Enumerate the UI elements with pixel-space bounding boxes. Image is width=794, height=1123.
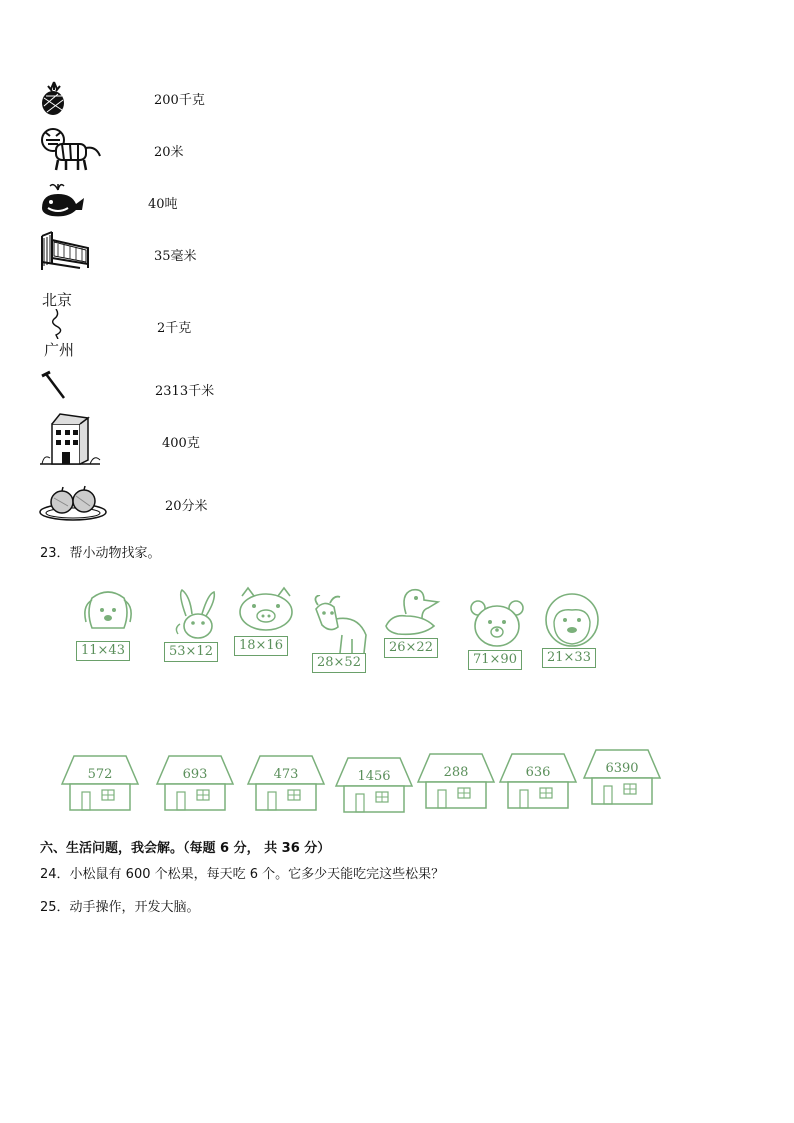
house-4[interactable] [334, 756, 414, 816]
animal-expr: 71×90 [468, 650, 522, 670]
house-number: 6390 [605, 761, 639, 776]
building-icon [38, 410, 102, 466]
house-number: 1456 [357, 769, 391, 784]
unit-label-8: 20分米 [165, 499, 208, 514]
whale-icon [38, 180, 86, 220]
house-1[interactable] [60, 754, 140, 814]
house-icon [416, 752, 496, 812]
house-icon [60, 754, 140, 814]
house-number: 572 [87, 767, 113, 782]
animal-goat[interactable] [308, 595, 378, 680]
house-7[interactable] [582, 748, 662, 808]
goat-icon [308, 595, 378, 657]
animal-expr: 18×16 [234, 636, 288, 656]
unit-label-4: 35毫米 [154, 249, 197, 264]
house-number: 693 [182, 767, 208, 782]
house-3[interactable] [246, 754, 326, 814]
section-6-title: 六、生活问题，我会解。（每题 6 分， 共 36 分） [40, 841, 331, 856]
house-icon [498, 752, 578, 812]
animal-expr: 11×43 [76, 641, 130, 661]
bear-icon [466, 596, 536, 654]
unit-label-7: 400克 [162, 436, 200, 451]
question-23-text: 23．帮小动物找家。 [40, 546, 161, 561]
route-to-label: 广州 [44, 341, 75, 359]
house-icon [246, 754, 326, 814]
tiger-icon [38, 126, 102, 172]
animal-bear[interactable] [466, 596, 536, 681]
animal-expr: 28×52 [312, 653, 366, 673]
unit-label-6: 2313千米 [155, 384, 215, 399]
question-25-text: 25．动手操作，开发大脑。 [40, 900, 200, 915]
animal-expr: 26×22 [384, 638, 438, 658]
house-icon [582, 748, 662, 808]
house-5[interactable] [416, 752, 496, 812]
house-number: 473 [273, 767, 299, 782]
pig-icon [232, 586, 302, 636]
unit-label-2: 20米 [154, 145, 184, 160]
animal-expr: 21×33 [542, 648, 596, 668]
house-6[interactable] [498, 752, 578, 812]
house-icon [334, 756, 414, 816]
apples-plate-icon [38, 484, 108, 522]
house-number: 288 [443, 765, 469, 780]
route-from-label: 北京 [42, 291, 73, 309]
route-map-icon [42, 287, 82, 359]
house-2[interactable] [155, 754, 235, 814]
house-number: 636 [525, 765, 551, 780]
rabbit-icon [164, 588, 234, 648]
animal-duck[interactable] [382, 586, 452, 671]
animal-expr: 53×12 [164, 642, 218, 662]
animal-rabbit[interactable] [164, 588, 234, 673]
house-icon [155, 754, 235, 814]
monkey-icon [538, 592, 608, 652]
dog-icon [74, 588, 144, 648]
unit-label-1: 200千克 [154, 93, 205, 108]
animal-dog[interactable] [74, 588, 144, 673]
unit-label-5: 2千克 [157, 321, 192, 336]
duck-icon [382, 586, 452, 642]
animal-pig[interactable] [232, 586, 302, 671]
nail-icon [38, 370, 70, 402]
bed-icon [38, 228, 94, 272]
pineapple-icon [38, 80, 70, 116]
question-24-text: 24．小松鼠有 600 个松果，每天吃 6 个。它多少天能吃完这些松果？ [40, 867, 445, 882]
animal-monkey[interactable] [538, 592, 608, 677]
unit-label-3: 40吨 [148, 197, 178, 212]
